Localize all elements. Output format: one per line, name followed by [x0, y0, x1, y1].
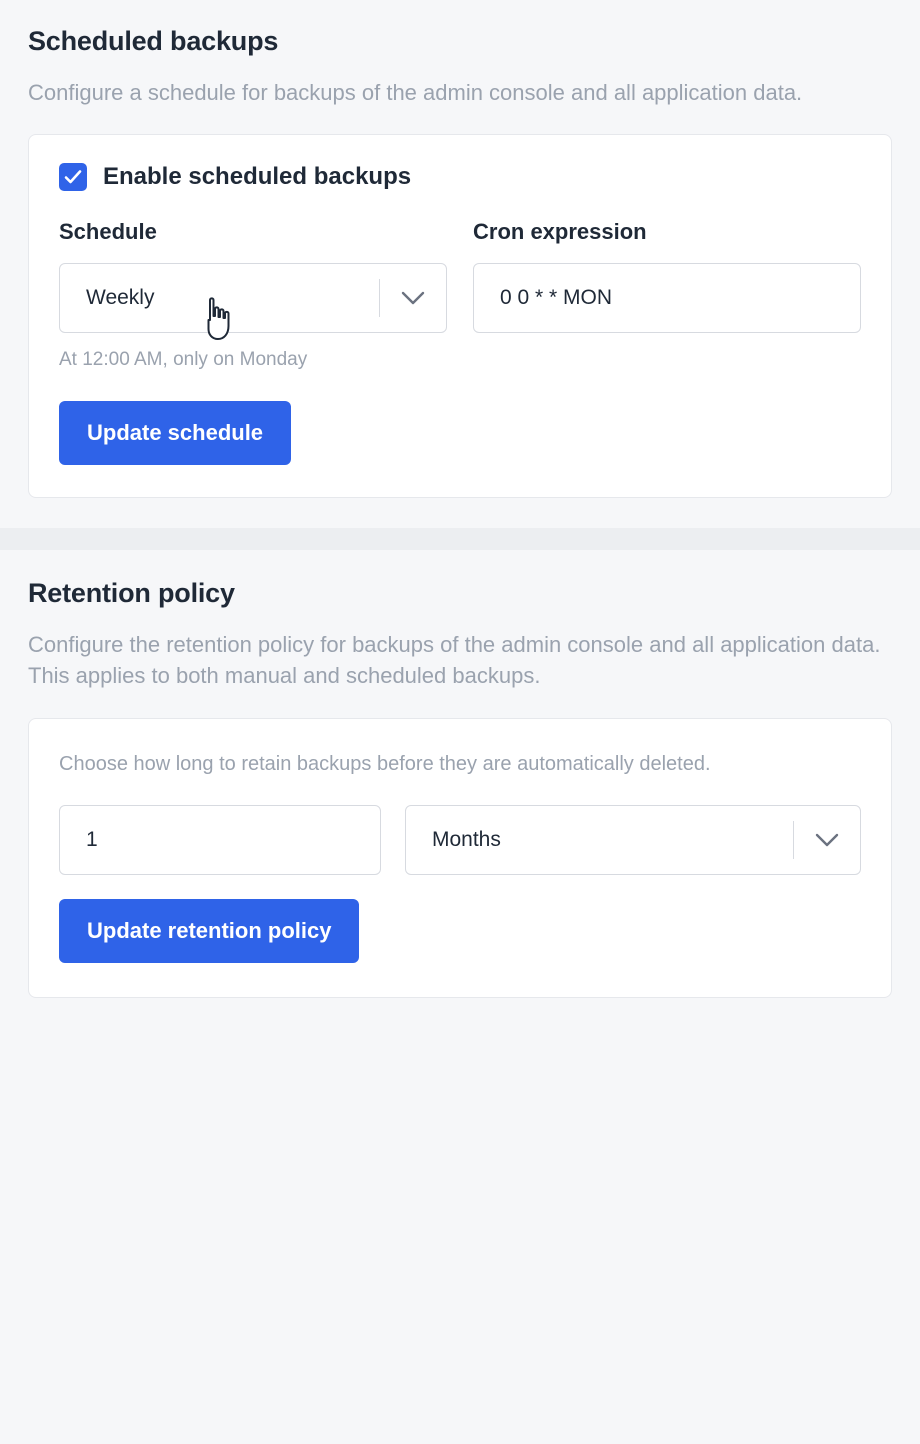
retention-policy-card [28, 718, 892, 998]
enable-scheduled-backups-label: Enable scheduled backups [103, 163, 412, 191]
schedule-label: Schedule [59, 219, 157, 245]
retention-unit-select[interactable] [405, 805, 861, 875]
chevron-down-icon[interactable] [794, 832, 860, 848]
scheduled-backups-description: Configure a schedule for backups of the admin console and all application data. [28, 80, 803, 105]
schedule-select-value: Weekly [86, 286, 155, 310]
enable-scheduled-backups-row[interactable] [59, 163, 861, 191]
scheduled-backups-card [28, 134, 892, 498]
retention-card-text: Choose how long to retain backups before they are automatically deleted. [59, 752, 711, 775]
retention-unit-value: Months [432, 827, 501, 851]
schedule-fields-row [59, 219, 861, 371]
cron-input[interactable] [473, 263, 861, 333]
retention-fields-row [59, 805, 861, 875]
schedule-select[interactable] [59, 263, 447, 333]
retention-policy-description: Configure the retention policy for backups of the admin console and all application data. This applies to both manual and scheduled backups. [28, 632, 881, 689]
retention-amount-value: 1 [86, 827, 98, 851]
update-retention-policy-button[interactable]: Update retention policy [59, 899, 359, 963]
scheduled-backups-title: Scheduled backups [28, 26, 279, 56]
section-divider [0, 528, 920, 550]
retention-policy-section [0, 550, 920, 997]
cron-hint: At 12:00 AM, only on Monday [59, 349, 308, 371]
retention-policy-title: Retention policy [28, 578, 235, 609]
check-icon [63, 167, 83, 187]
retention-unit-field [405, 805, 861, 875]
retention-amount-input[interactable] [59, 805, 381, 875]
cron-label: Cron expression [473, 219, 647, 245]
scheduled-backups-section [0, 0, 920, 498]
cron-input-value: 0 0 * * MON [500, 286, 613, 310]
chevron-down-icon[interactable] [380, 290, 446, 306]
schedule-field [59, 219, 447, 371]
enable-scheduled-backups-checkbox[interactable] [59, 163, 87, 191]
cron-field [473, 219, 861, 371]
update-schedule-button[interactable]: Update schedule [59, 401, 291, 465]
retention-amount-field [59, 805, 381, 875]
